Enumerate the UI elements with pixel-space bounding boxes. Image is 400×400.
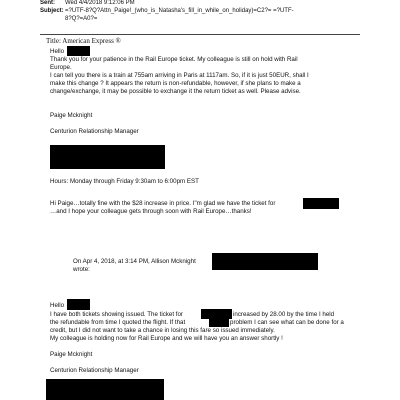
redaction-box <box>67 46 90 56</box>
message2-line1-start: I have both tickets showing issued. The ticket for <box>50 311 183 318</box>
message1-line: change/exchange, it may be possible to exchange it the return ticket as well. Please advise. <box>50 88 301 95</box>
redaction-box <box>209 318 229 327</box>
subject-value-line1: =?UTF-8?Q?Attn_Paige!_(who_is_Natasha's_fill_in_while_on_holiday)=C2?= =?UTF- <box>65 8 294 14</box>
reply-line: …and I hope your colleague gets through soon with Rail Europe…thanks! <box>50 208 252 215</box>
message1-line: Thank you for your patience in the Rail Europe ticket. My colleague is still on hold with Rail <box>50 56 298 63</box>
signature-title: Centurion Relationship Manager <box>50 128 139 135</box>
redaction-box <box>50 145 165 169</box>
subject-label: Subject: <box>40 8 64 14</box>
signature-name: Paige Mcknight <box>50 351 93 358</box>
message2-line1-end: increased by 28.00 by the time I held <box>233 311 335 318</box>
quote-attribution: On Apr 4, 2018, at 3:14 PM, Allison Mcknight <box>73 258 196 265</box>
message2-greeting: Hello <box>50 302 65 309</box>
office-hours: Hours: Monday through Friday 9:30am to 6:00pm EST <box>50 178 199 185</box>
message1-line: Europe. <box>50 64 72 71</box>
redaction-box <box>67 299 90 310</box>
header-divider <box>40 34 360 35</box>
quote-attribution-wrote: wrote: <box>73 266 90 273</box>
sent-label: Sent: <box>40 0 55 6</box>
sent-value: Wed 4/4/2018 9:12:06 PM <box>65 0 135 6</box>
message1-line: make this change ? It appears the return is non-refundable, however, if she plans to make a <box>50 80 301 87</box>
document-title: Title: American Express ® <box>46 37 121 45</box>
reply-line: Hi Paige…totally fine with the $28 increase in price. I"m glad we have the ticket for <box>50 200 276 207</box>
redaction-box <box>303 198 339 209</box>
message2-line: credit, but I did not want to take a chance in losing this fare so issued immediately. <box>50 327 275 334</box>
signature-title: Centurion Relationship Manager <box>50 367 139 374</box>
message2-line: My colleague is holding now for Rail Europe and we will have you an answer shortly ! <box>50 335 283 342</box>
message1-line: I can tell you there is a train at 755am arriving in Paris at 1117am. So, if it is just 50EUR, shall I <box>50 72 309 79</box>
message2-line2-end: problem I can see what can be done for a <box>230 319 344 326</box>
signature-name: Paige Mcknight <box>50 112 93 119</box>
message2-line <box>50 311 183 319</box>
redaction-box <box>212 253 318 270</box>
message2-line2-start: the refundable from time I quoted the flight. If that <box>50 319 186 326</box>
redaction-box <box>46 379 164 400</box>
subject-value-line2: 8?Q?=A0?= <box>65 16 98 22</box>
message1-greeting: Hello <box>50 48 65 55</box>
